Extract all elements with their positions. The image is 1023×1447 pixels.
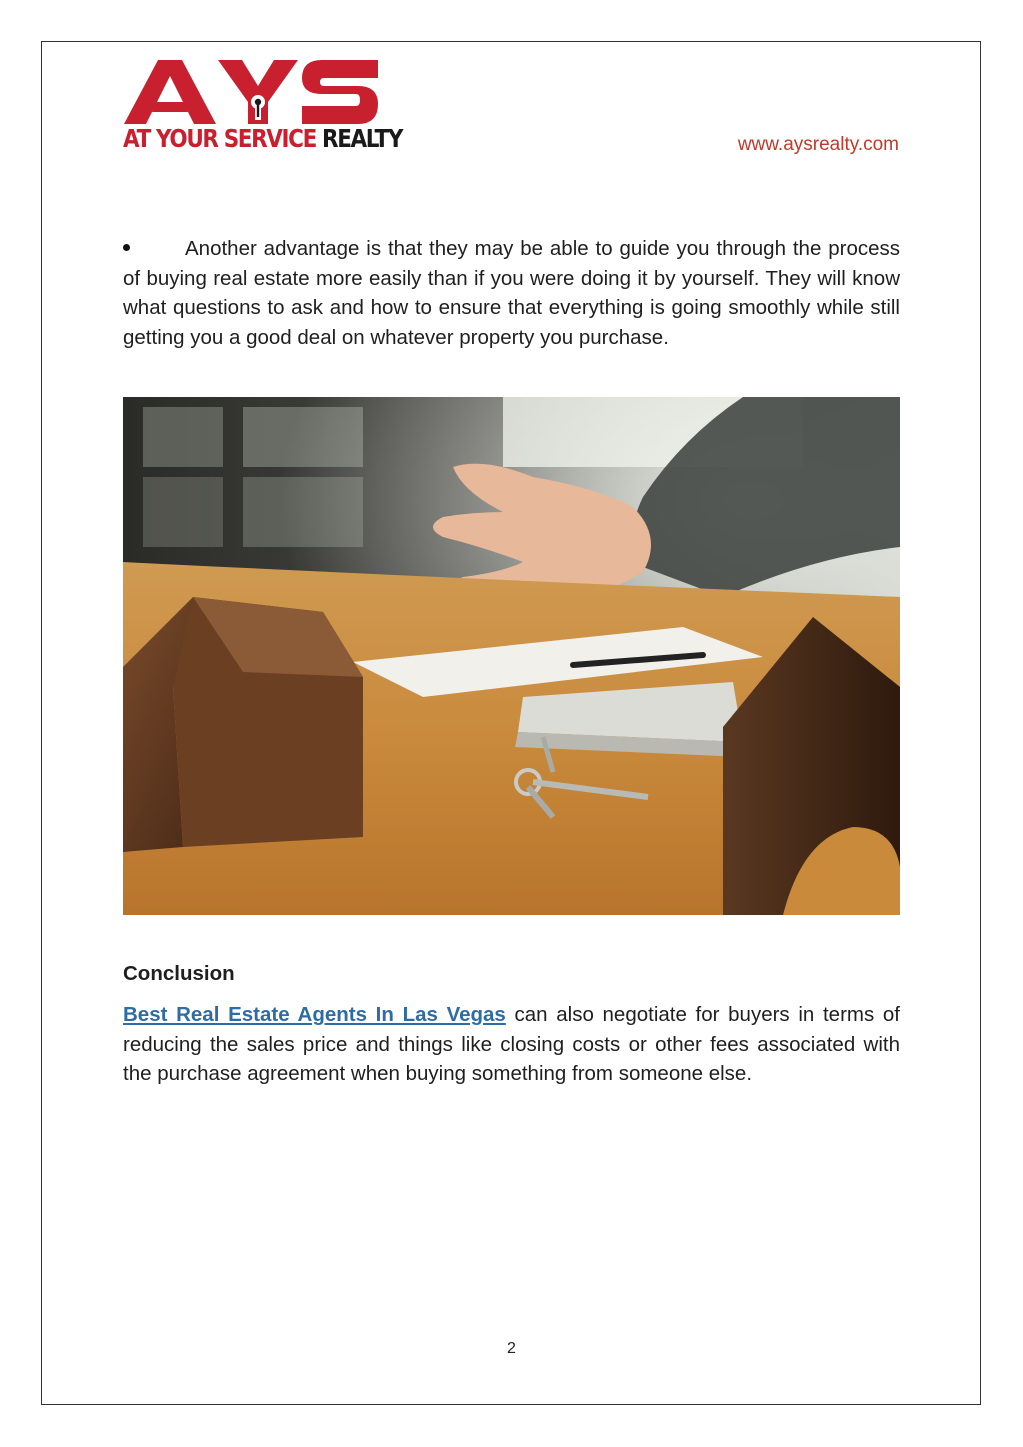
company-logo <box>122 58 403 158</box>
logo-tagline <box>123 124 402 154</box>
house-keys-photo <box>123 397 900 915</box>
website-url[interactable]: www.aysrealty.com <box>737 134 899 155</box>
ays-logo-mark <box>122 58 380 126</box>
best-agents-link[interactable]: Best Real Estate Agents In Las Vegas <box>123 1003 506 1026</box>
advantage-text: Another advantage is that they may be able to guide you through the process of buying real estate more easily than if you were doing it by yourself. They will know what questions to ask and how to ensure that everything is going smoothly while still getting you a good deal on whatever property you purchase. <box>123 237 900 349</box>
conclusion-paragraph <box>123 1000 900 1089</box>
bullet-icon <box>123 244 130 251</box>
page-number: 2 <box>507 1340 516 1357</box>
logo-tagline-black: REALTY <box>322 124 403 153</box>
conclusion-text: can also negotiate for buyers in terms of reducing the sales price and things like closing costs or other fees associated with the purchase agreement when buying something from someone else. <box>123 1003 900 1085</box>
conclusion-heading: Conclusion <box>123 962 235 985</box>
logo-tagline-red: AT YOUR SERVICE <box>123 124 316 153</box>
advantage-paragraph <box>123 234 900 352</box>
